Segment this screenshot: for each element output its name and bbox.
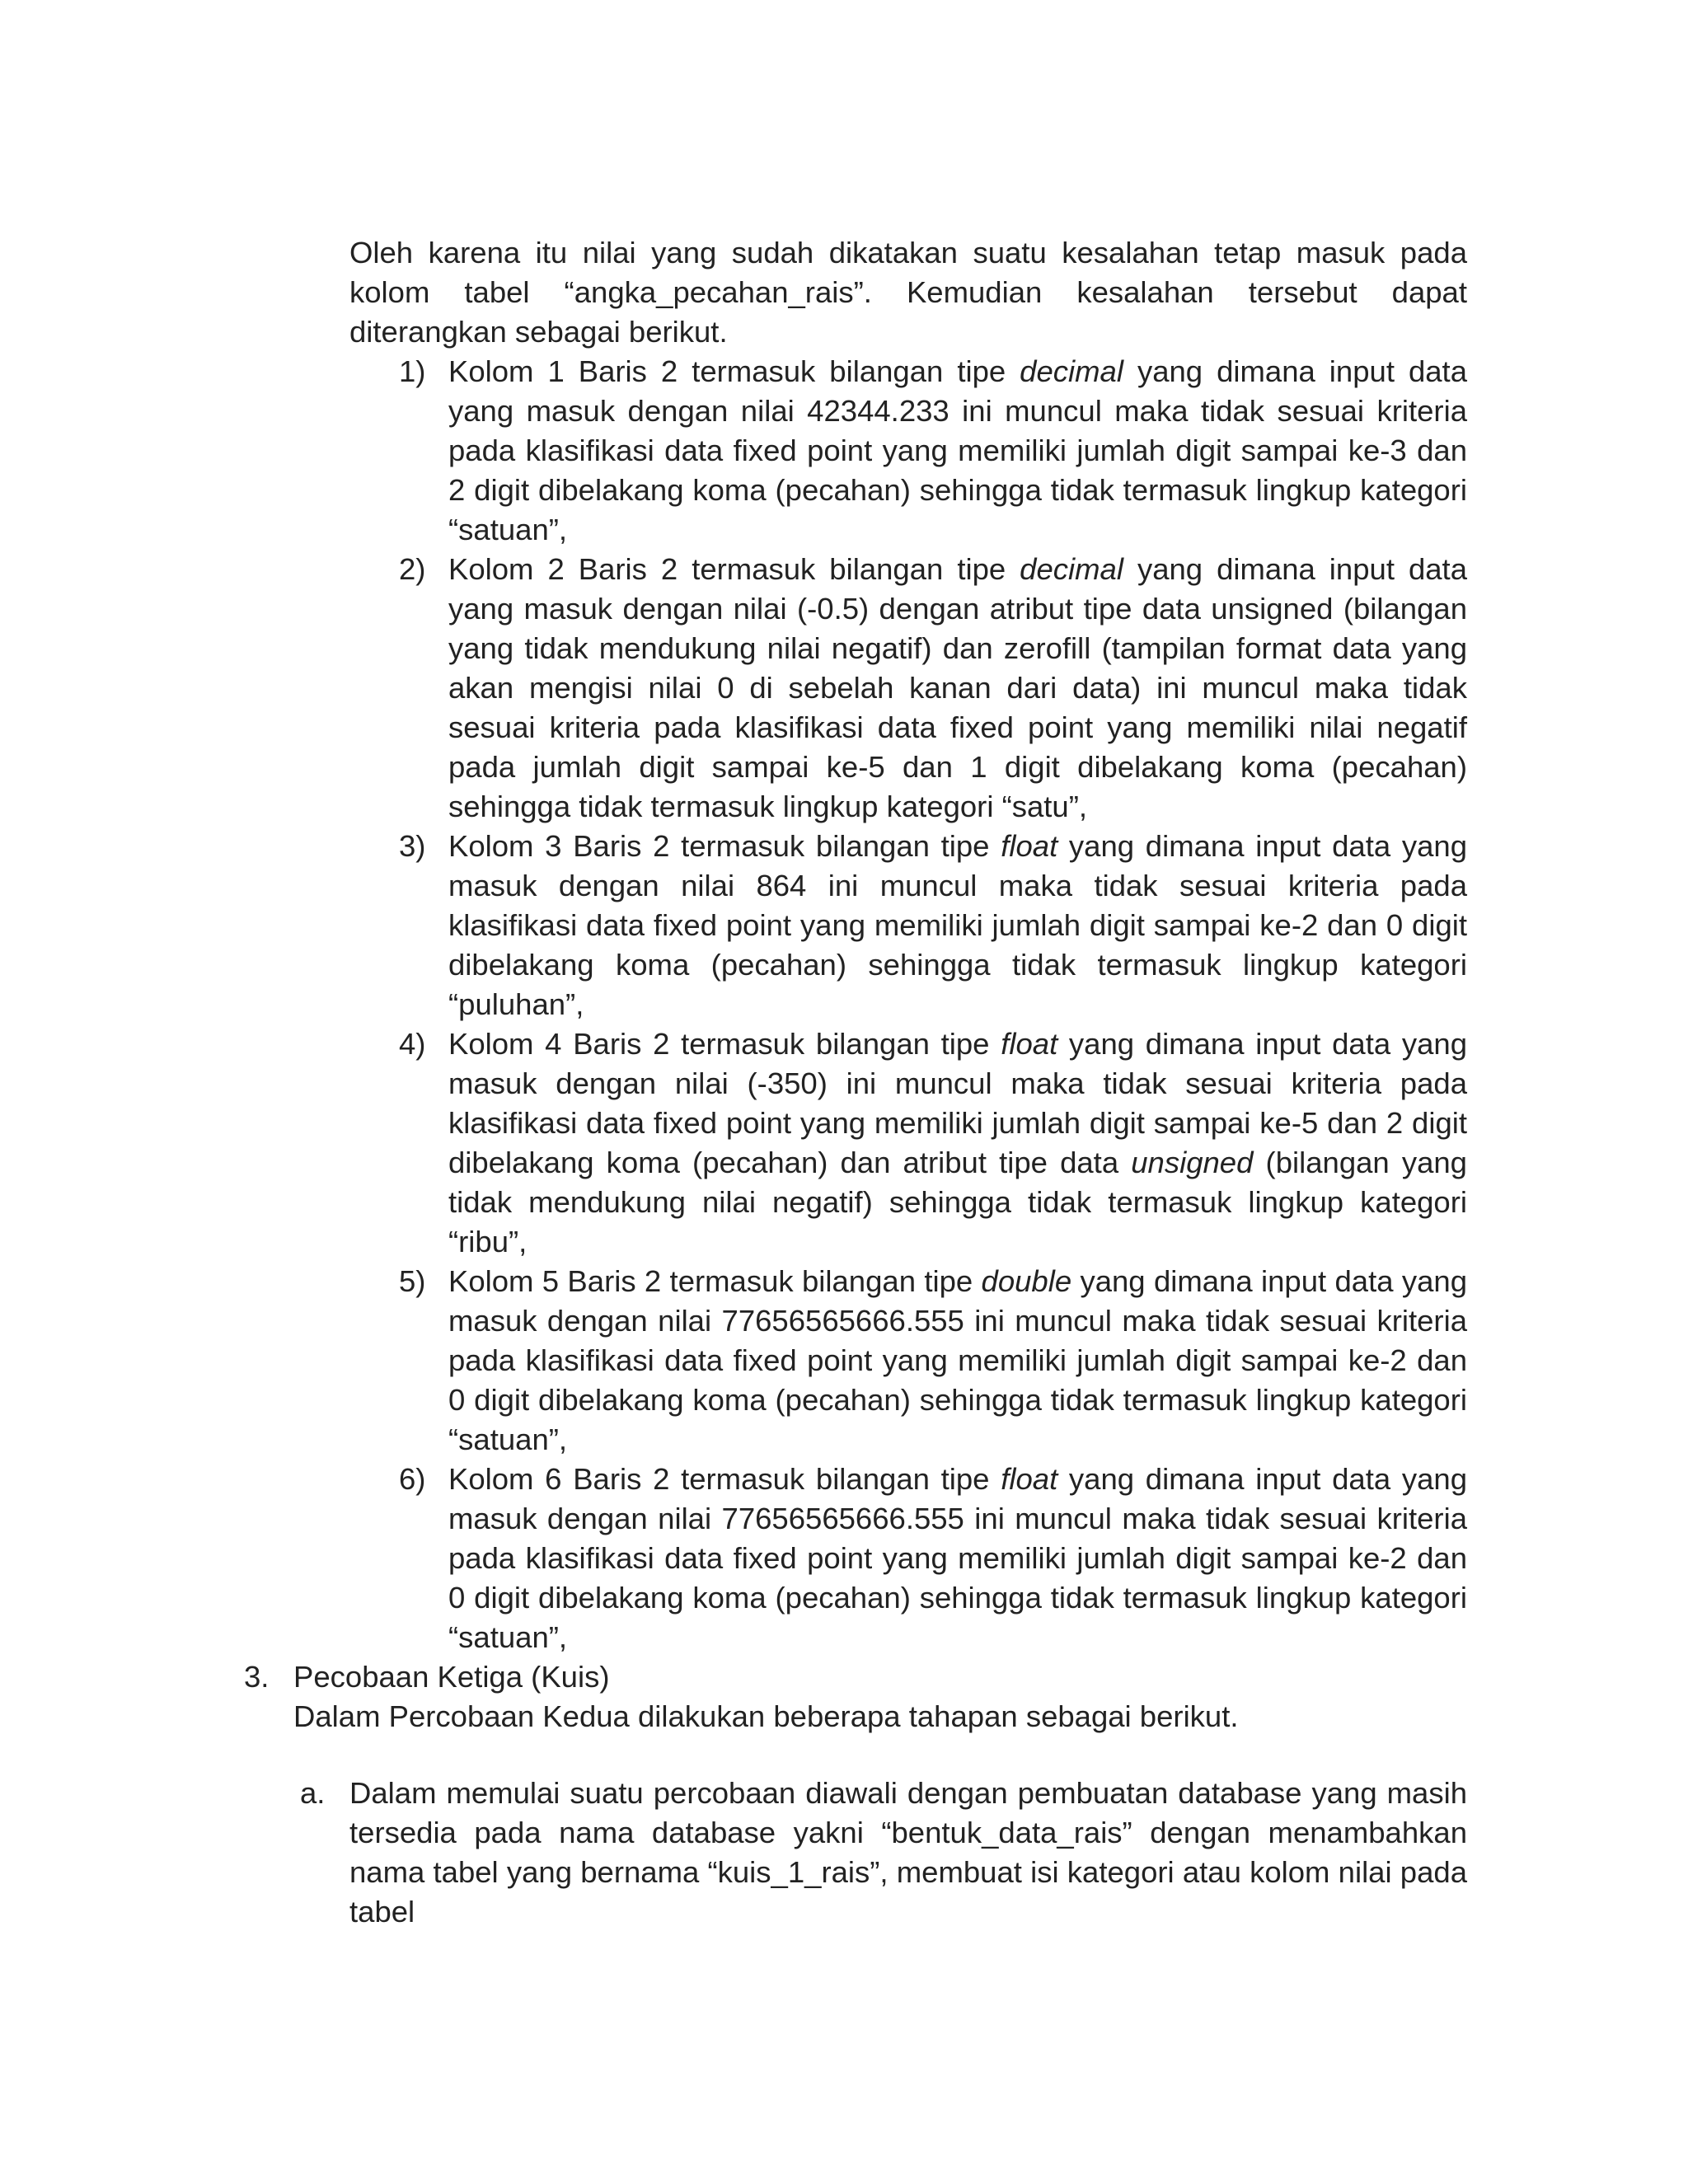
list-item — [349, 1262, 1467, 1460]
section-description: Dalam Percobaan Kedua dilakukan beberapa tahapan sebagai berikut. — [293, 1699, 1239, 1733]
error-explanation-list — [349, 352, 1467, 1657]
list-item — [349, 352, 1467, 550]
list-item — [349, 550, 1467, 827]
list-marker: 3) — [399, 829, 426, 863]
intro-paragraph: Oleh karena itu nilai yang sudah dikatakan suatu kesalahan tetap masuk pada kolom tabel “angka_pecahan_rais”. Kemudian kesalahan tersebut dapat diterangkan sebagai berikut. — [349, 236, 1467, 349]
section-number: 3. — [244, 1660, 270, 1694]
item-type-italic: double — [981, 1264, 1072, 1298]
item-text: (bilangan yang tidak mendukung nilai negatif) sehingga tidak termasuk lingkup kategori “ribu”, — [448, 1146, 1467, 1258]
list-marker: a. — [300, 1776, 326, 1810]
item-text: Kolom 2 Baris 2 termasuk bilangan tipe — [448, 552, 1020, 586]
list-marker: 4) — [399, 1027, 426, 1061]
alpha-list-item — [300, 1774, 1467, 1932]
item-text: Kolom 4 Baris 2 termasuk bilangan tipe — [448, 1027, 1001, 1061]
item-text: Dalam memulai suatu percobaan diawali dengan pembuatan database yang masih tersedia pada nama database yakni “bentuk_data_rais” dengan menambahkan nama tabel yang bernama “kuis_1_rais”, membuat isi kategori atau kolom nilai pada tabel — [349, 1776, 1467, 1929]
list-item — [349, 1024, 1467, 1262]
item-type-italic: decimal — [1020, 354, 1123, 388]
item-type-italic: float — [1001, 1027, 1058, 1061]
item-text: yang dimana input data yang masuk dengan nilai (-350) ini muncul maka tidak sesuai kriteria pada klasifikasi data fixed point yang memiliki jumlah digit sampai ke-5 dan 2 digit dibelakang koma (pecahan) dan atribut tipe data — [448, 1027, 1468, 1179]
item-text: yang dimana input data yang masuk dengan nilai 77656565666.555 ini muncul maka tidak sesuai kriteria pada klasifikasi data fixed point yang memiliki jumlah digit sampai ke-2 dan 0 digit dibelakang koma (pecahan) sehingga tidak termasuk lingkup kategori “satuan”, — [448, 1264, 1467, 1456]
item-attribute-italic: unsigned — [1131, 1146, 1254, 1179]
item-text: yang dimana input data yang masuk dengan nilai 864 ini muncul maka tidak sesuai kriteria pada klasifikasi data fixed point yang memiliki jumlah digit sampai ke-2 dan 0 digit dibelakang koma (pecahan) sehingga tidak termasuk lingkup kategori “puluhan”, — [448, 829, 1468, 1021]
section-3 — [244, 1657, 1467, 1736]
list-marker: 1) — [399, 354, 426, 388]
section-title: Pecobaan Ketiga (Kuis) — [293, 1660, 610, 1694]
item-text: yang dimana input data yang masuk dengan nilai (-0.5) dengan atribut tipe data unsigned (bilangan yang tidak mendukung nilai negatif) dan zerofill (tampilan format data yang akan mengisi nilai 0 di sebelah kanan dari data) ini muncul maka tidak sesuai kriteria pada klasifikasi data fixed point yang memiliki nilai negatif pada jumlah digit sampai ke-5 dan 1 digit dibelakang koma (pecahan) sehingga tidak termasuk lingkup kategori “satu”, — [448, 552, 1467, 823]
item-type-italic: decimal — [1020, 552, 1123, 586]
item-text: Kolom 1 Baris 2 termasuk bilangan tipe — [448, 354, 1020, 388]
item-text: yang dimana input data yang masuk dengan nilai 77656565666.555 ini muncul maka tidak sesuai kriteria pada klasifikasi data fixed point yang memiliki jumlah digit sampai ke-2 dan 0 digit dibelakang koma (pecahan) sehingga tidak termasuk lingkup kategori “satuan”, — [448, 1462, 1468, 1654]
list-marker: 6) — [399, 1462, 426, 1496]
item-text: Kolom 3 Baris 2 termasuk bilangan tipe — [448, 829, 1001, 863]
list-item — [349, 1460, 1467, 1657]
item-text: Kolom 6 Baris 2 termasuk bilangan tipe — [448, 1462, 1001, 1496]
item-type-italic: float — [1001, 829, 1058, 863]
item-text: yang dimana input data yang masuk dengan nilai 42344.233 ini muncul maka tidak sesuai kriteria pada klasifikasi data fixed point yang memiliki jumlah digit sampai ke-3 dan 2 digit dibelakang koma (pecahan) sehingga tidak termasuk lingkup kategori “satuan”, — [448, 354, 1467, 546]
item-text: Kolom 5 Baris 2 termasuk bilangan tipe — [448, 1264, 982, 1298]
list-marker: 5) — [399, 1264, 426, 1298]
list-item — [349, 827, 1467, 1024]
item-type-italic: float — [1001, 1462, 1058, 1496]
list-marker: 2) — [399, 552, 426, 586]
